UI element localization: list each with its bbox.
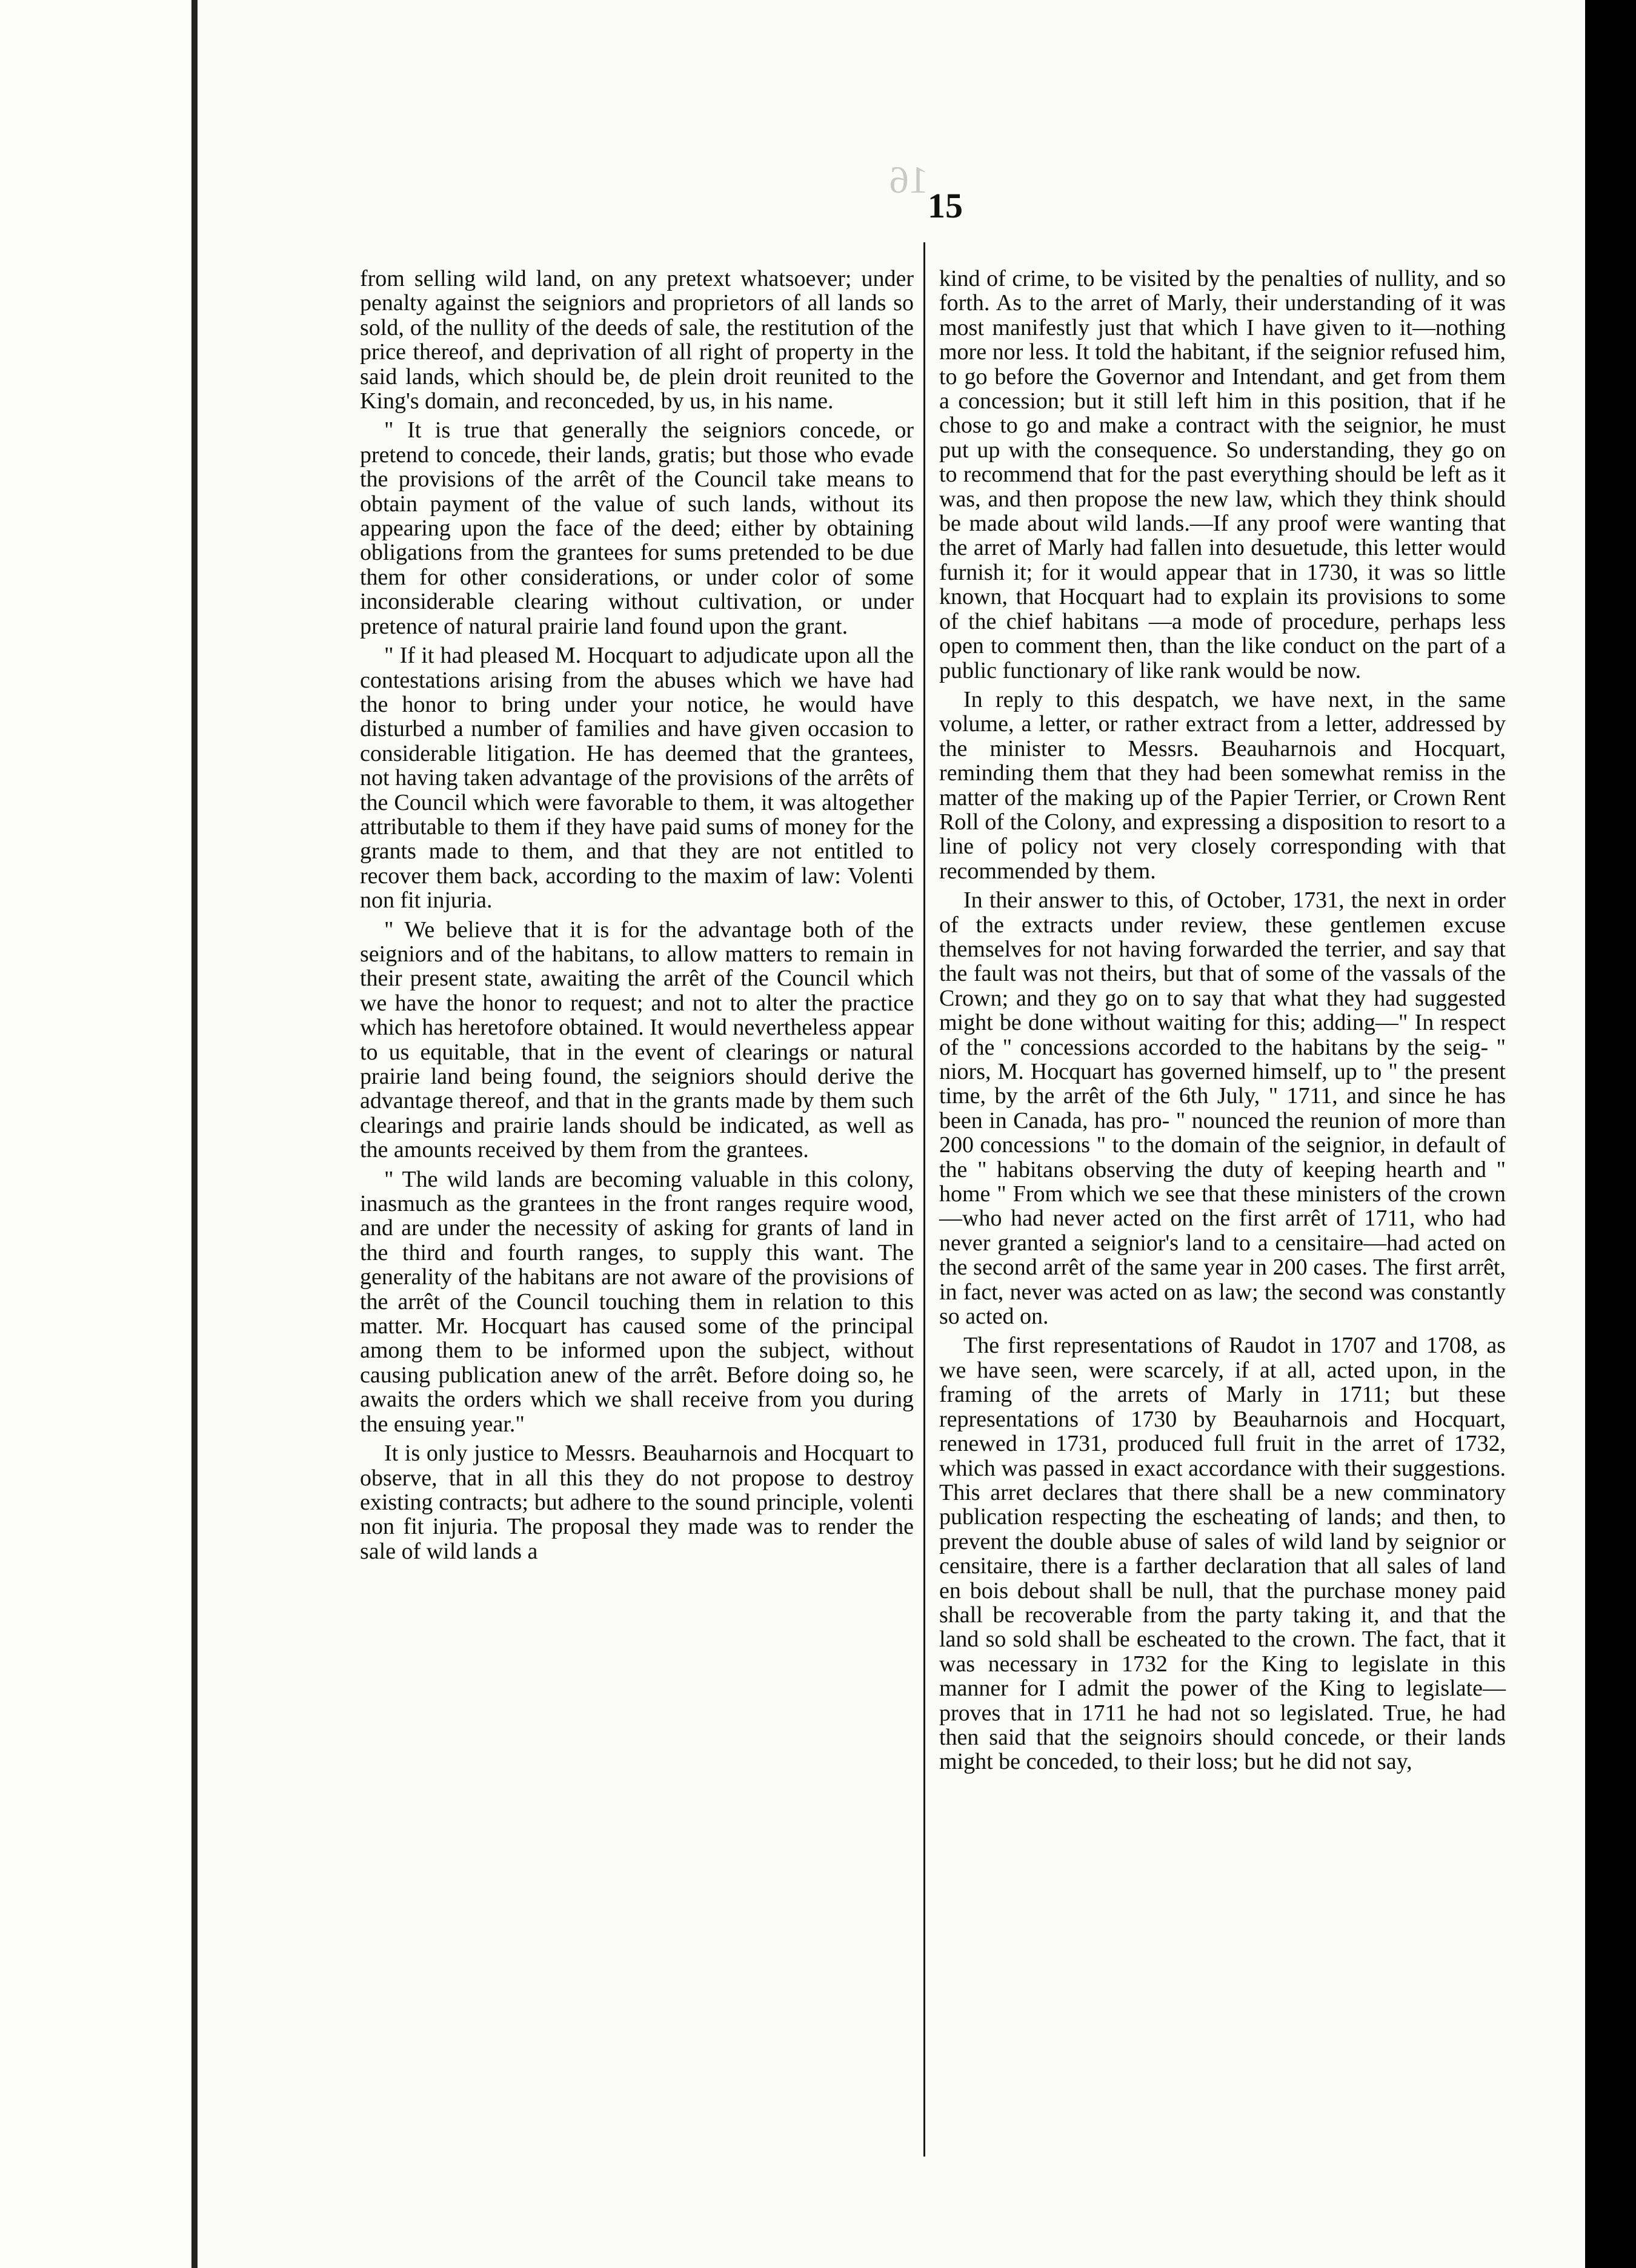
paragraph: kind of crime, to be visited by the penalties of nullity, and so forth. As to the arret of Marly, their understanding of it was most manifestly just that which I have given to it—nothing more nor less. It told the habitant, if the seignior refused him, to go before the Governor and Intendant, and get from them a concession; but it still left him in this position, that if he chose to go and make a contract with the seignior, he must put up with the consequence. So understanding, they go on to recommend that for the past everything should be left as it was, and then propose the new law, which they think should be made about wild lands.—If any proof were wanting that the arret of Marly had fallen into desuetude, this letter would furnish it; for it would appear that in 1730, it was so little known, that Hocquart had to explain its provisions to some of the chief habitans —a mode of procedure, perhaps less open to comment then, than the like conduct on the part of a public functionary of like rank would be now. xyxy=(939,266,1506,683)
paragraph: The first representations of Raudot in 1707 and 1708, as we have seen, were scarcely, if at all, acted upon, in the framing of the arrets of Marly in 1711; but these representations of 1730 by Beauharnois and Hocquart, renewed in 1731, produced full fruit in the arret of 1732, which was passed in exact accordance with their suggestions. This arret declares that there shall be a new comminatory publication respecting the escheating of lands; and then, to prevent the double abuse of sales of wild land by seignior or censitaire, there is a farther declaration that all sales of land en bois debout shall be null, that the purchase money paid shall be recoverable from the party taking it, and that the land so sold shall be escheated to the crown. The fact, that it was necessary in 1732 for the King to legislate in this manner for I admit the power of the King to legislate—proves that in 1711 he had not so legislated. True, he had then said that the seignoirs should concede, or their lands might be conceded, to their loss; but he did not say, xyxy=(939,1333,1506,1775)
column-divider xyxy=(923,242,925,2157)
bleed-through-page-number: 16 xyxy=(889,158,928,201)
page-number: 15 xyxy=(928,186,963,225)
paragraph: In their answer to this, of October, 1731, the next in order of the extracts under review, these gentlemen excuse themselves for not having forwarded the terrier, and say that the fault was not theirs, but that of some of the vassals of the Crown; and they go on to say that what they had suggested might be done without waiting for this; adding—" In respect of the " concessions accorded to the habitans by the seig- " niors, M. Hocquart has governed himself, up to " the present time, by the arrêt of the 6th July, " 1711, and since he has been in Canada, has pro- " nounced the reunion of more than 200 concessions " to the domain of the seignior, in default of the " habitans observing the duty of keeping hearth and " home " From which we see that these ministers of the crown—who had never acted on the first arrêt of 1711, who had never granted a seignior's land to a censitaire—had acted on the second arrêt of the same year in 200 cases. The first arrêt, in fact, never was acted on as law; the second was constantly so acted on. xyxy=(939,887,1506,1330)
paragraph: " If it had pleased M. Hocquart to adjudicate upon all the contestations arising from the abuses which we have had the honor to bring under your notice, he would have disturbed a number of families and have given occasion to considerable litigation. He has deemed that the grantees, not having taken advantage of the provisions of the arrêts of the Council which were favorable to them, it was altogether attributable to them if they have paid sums of money for the grants made to them, and that they are not entitled to recover them back, according to the maxim of law: Volenti non fit injuria. xyxy=(360,643,914,913)
facing-page-edge xyxy=(0,0,191,2268)
page-gutter-shadow xyxy=(191,0,198,2268)
paragraph: It is only justice to Messrs. Beauharnois and Hocquart to observe, that in all this they do not propose to destroy existing contracts; but adhere to the sound principle, volenti non fit injuria. The proposal they made was to render the sale of wild lands a xyxy=(360,1441,914,1564)
paragraph: from selling wild land, on any pretext whatsoever; under penalty against the seigniors and proprietors of all lands so sold, of the nullity of the deeds of sale, the restitution of the price thereof, and deprivation of all right of property in the said lands, which should be, de plein droit reunited to the King's domain, and reconceded, by us, in his name. xyxy=(360,266,914,414)
right-column xyxy=(939,267,1506,1779)
paragraph: " The wild lands are becoming valuable in this colony, inasmuch as the grantees in the front ranges require wood, and are under the necessity of asking for grants of land in the third and fourth ranges, to supply this want. The generality of the habitans are not aware of the provisions of the arrêt of the Council touching them in relation to this matter. Mr. Hocquart has caused some of the principal among them to be informed upon the subject, without causing publication anew of the arrêt. Before doing so, he awaits the orders which we shall receive from you during the ensuing year." xyxy=(360,1166,914,1437)
left-column xyxy=(360,267,914,1568)
paragraph: " It is true that generally the seigniors concede, or pretend to concede, their lands, gratis; but those who evade the provisions of the arrêt of the Council take means to obtain payment of the value of such lands, without its appearing upon the face of the deed; either by obtaining obligations from the grantees for sums pretended to be due them for other considerations, or under color of some inconsiderable clearing without cultivation, or under pretence of natural prairie land found upon the grant. xyxy=(360,417,914,639)
paragraph: " We believe that it is for the advantage both of the seigniors and of the habitans, to allow matters to remain in their present state, awaiting the arrêt of the Council which we have the honor to request; and not to alter the practice which has heretofore obtained. It would nevertheless appear to us equitable, that in the event of clearings or natural prairie land being found, the seigniors should derive the advantage thereof, and that in the grants made by them such clearings and prairie lands should be indicated, as well as the amounts received by them from the grantees. xyxy=(360,917,914,1163)
paragraph: In reply to this despatch, we have next, in the same volume, a letter, or rather extract from a letter, addressed by the minister to Messrs. Beauharnois and Hocquart, reminding them that they had been somewhat remiss in the matter of the making up of the Papier Terrier, or Crown Rent Roll of the Colony, and expressing a disposition to resort to a line of policy not very closely corresponding with that recommended by them. xyxy=(939,686,1506,884)
